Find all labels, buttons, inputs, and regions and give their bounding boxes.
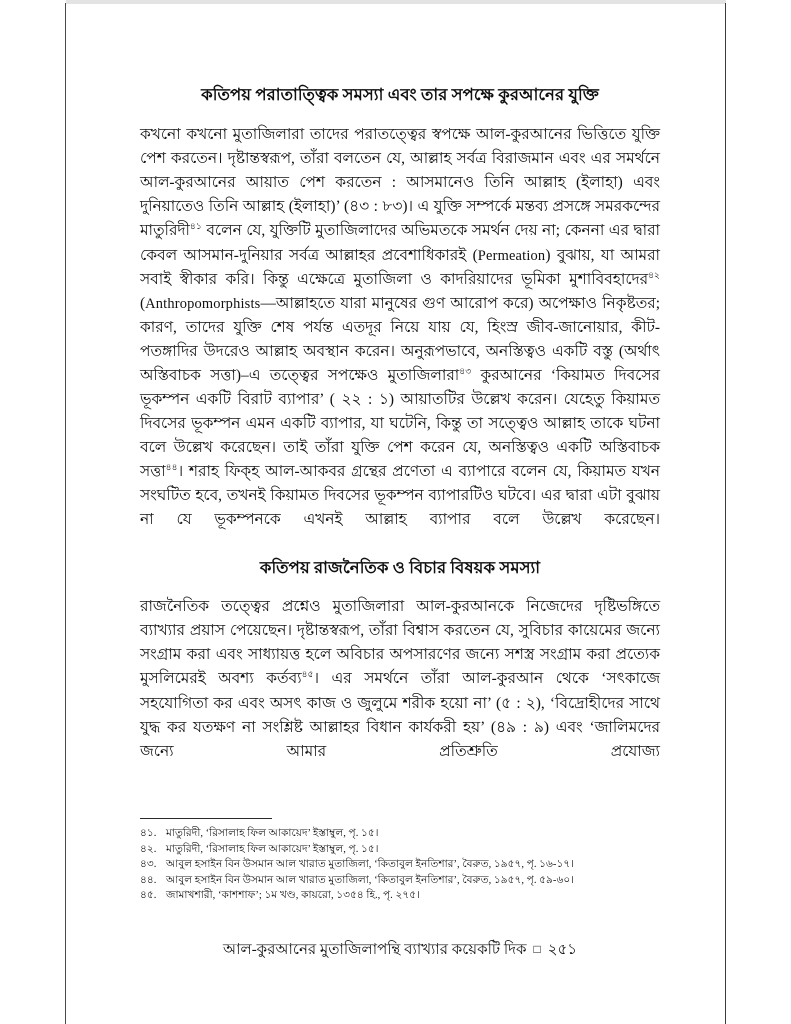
footnote-marker-41[interactable]: ৪১ [189, 221, 202, 232]
footnote-item [140, 857, 660, 873]
footnote-block [140, 818, 660, 904]
footnote-text: আবুল হসাইন বিন উসমান আল খারাত মুতাজিলা, ‘কিতাবুল ইনতিশার’, বৈরুত, ১৯৫৭, পৃ. ১৬-১৭। [166, 859, 575, 871]
footnote-number: ৪২. [140, 843, 157, 855]
latin-term-anthropomorphists: Anthropomorphists [145, 295, 261, 312]
page-left-rule [65, 3, 66, 1024]
footnote-separator-rule [140, 818, 272, 819]
footnote-marker-45[interactable]: ৪৫ [301, 669, 314, 680]
latin-term-permeation: Permeation [477, 247, 546, 264]
footnote-item [140, 826, 660, 842]
page-number: ২৫১ [547, 942, 577, 958]
section-heading-2: কতিপয় রাজনৈতিক ও বিচার বিষয়ক সমস্যা [259, 558, 541, 578]
footnote-text: মাতুরিদী, ‘রিসালাহ ফিল আকায়েদ’ ইস্তাম্বুল, পৃ. ১৫। [166, 843, 379, 855]
paragraph-1-text-4: ( [140, 294, 146, 312]
footnote-item [140, 842, 660, 858]
running-footer [140, 938, 660, 963]
footer-separator-glyph: □ [533, 942, 541, 956]
footnote-number: ৪৪. [140, 874, 157, 886]
body-paragraph-1 [140, 123, 660, 532]
page-right-rule [725, 3, 726, 1024]
paragraph-1-text-5: —আল্লাহতে যারা মানুষের গুণ আরোপ করে) অপেক্ষাও নিকৃষ্টতর; কারণ, তাদের যুক্তি শেষ পর্যন্ত এতদূর নিয়ে যায় যে, হিংস্র জীব-জানোয়ার, কীট-পতঙ্গাদির উদরেও আল্লাহ অবস্থান করেন। অনুরূপভাবে, অনস্তিত্বও একটি বস্তু (অর্থাৎ অস্তিবাচক সত্তা)–এ তত্ত্বের সপক্ষেও মুতাজিলারা [140, 294, 660, 384]
footnote-number: ৪৩. [140, 859, 157, 871]
footnote-item [140, 873, 660, 889]
footnote-text: মাতুরিদী, ‘রিসালাহ ফিল আকায়েদ’ ইস্তাম্বুল, পৃ. ১৫। [166, 828, 379, 839]
footnote-marker-43[interactable]: ৪৩ [459, 365, 472, 376]
paragraph-1-text-6: কুরআনের ‘কিয়ামত দিবসের ভূকম্পন একটি বিরাট ব্যাপার’ ( ২২ : ১) আয়াতটির উল্লেখ করেন। যেহেতু কিয়ামত দিবসের ভূকম্পন এমন একটি ব্যাপার, যা ঘটেনি, কিন্তু তা সত্ত্বেও আল্লাহ তাকে ঘটনা বলে উল্লেখ করেছেন। তাই তাঁরা যুক্তি পেশ করেন যে, অনস্তিত্বও একটি অস্তিবাচক সত্তা [140, 366, 660, 480]
paragraph-1-text-1: কখনো কখনো মুতাজিলারা তাদের পরাতত্ত্বের স্বপক্ষে আল-কুরআনের ভিত্তিতে যুক্তি পেশ করতেন। দৃষ্টান্তস্বরূপ, তাঁরা বলতেন যে, আল্লাহ সর্বত্র বিরাজমান এবং এর সমর্থনে আল-কুরআনের আয়াত পেশ করতেন : আসমানেও তিনি আল্লাহ (ইলাহা) এবং দুনিয়াতেও তিনি আল্লাহ (ইলাহা)’ (৪৩ : ৮৩)। এ যুক্তি সম্পর্কে মন্তব্য প্রসঙ্গে সমরকন্দের মাতুরিদী [140, 126, 660, 240]
footnote-marker-42[interactable]: ৪২ [648, 269, 660, 280]
paragraph-1-text-2: বলেন যে, যুক্তিটি মুতাজিলাদের অভিমতকে সমর্থন দেয় না; কেননা এর দ্বারা কেবল আসমান-দুনিয়ার সর্বত্র আল্লাহর প্রবেশাধিকারই ( [140, 222, 660, 264]
footnote-item [140, 888, 660, 904]
footnote-number: ৪৫. [140, 890, 157, 902]
footnote-text: জামাখশারী, ‘কাশশাফ’; ১ম খণ্ড, কায়রো, ১৩৫৪ হি., পৃ. ২৭৫। [166, 890, 420, 902]
footnote-number: ৪১. [140, 828, 157, 839]
body-paragraph-2 [140, 595, 660, 763]
paragraph-1-text-7: । শরাহ ফিক্‌হ আল-আকবর গ্রন্থের প্রণেতা এ ব্যাপারে বলেন যে, কিয়ামত যখন সংঘটিত হবে, তখনই কিয়ামত দিবসের ভূকম্পন ব্যাপারটিও ঘটবে। এর দ্বারা এটা বুঝায় না যে ভূকম্পনকে এখনই আল্লাহ ব্যাপার বলে উল্লেখ করেছেন। [140, 462, 660, 529]
running-title: আল-কুরআনের মুতাজিলাপন্থি ব্যাখ্যার কয়েকটি দিক [223, 942, 527, 958]
paragraph-1-text-3: ) বুঝায়, যা আমরা সবাই স্বীকার করি। কিন্তু এক্ষেত্রে মুতাজিলা ও কাদরিয়াদের ভূমিকা মুশাবিবহাদের [140, 246, 661, 288]
footnote-text: আবুল হসাইন বিন উসমান আল খারাত মুতাজিলা, ‘কিতাবুল ইনতিশার’, বৈরুত, ১৯৫৭, পৃ. ৫৯-৬০। [166, 874, 575, 886]
section-heading-1: কতিপয় পরাতাত্ত্বিক সমস্যা এবং তার সপক্ষে কুরআনের যুক্তি [201, 85, 599, 104]
page-content [140, 0, 660, 1024]
paragraph-2-text-2: । এর সমর্থনে তাঁরা আল-কুরআন থেকে ‘সৎকাজে সহযোগিতা কর এবং অসৎ কাজ ও জুলুমে শরীক হয়ো না’ (৫ : ২), ‘বিদ্রোহীদের সাথে যুদ্ধ কর যতক্ষণ না সংশ্লিষ্ট আল্লাহর বিধান কার্যকরী হয়’ (৪৯ : ৯) এবং ‘জালিমদের জন্যে আমার প্রতিশ্রুতি প্রযোজ্য [140, 670, 661, 760]
paragraph-2-text-1: রাজনৈতিক তত্ত্বের প্রশ্নেও মুতাজিলারা আল-কুরআনকে নিজেদের দৃষ্টিভঙ্গিতে ব্যাখ্যার প্রয়াস পেয়েছেন। দৃষ্টান্তস্বরূপ, তাঁরা বিশ্বাস করতেন যে, সুবিচার কায়েমের জন্যে সংগ্রাম করা এবং সাধ্যায়ত্ত হলে অবিচার অপসারণের জন্যে সশস্ত্র সংগ্রাম করা প্রত্যেক মুসলিমেরই অবশ্য কর্তব্য [140, 598, 660, 688]
footnote-marker-44[interactable]: ৪৪ [165, 461, 178, 472]
